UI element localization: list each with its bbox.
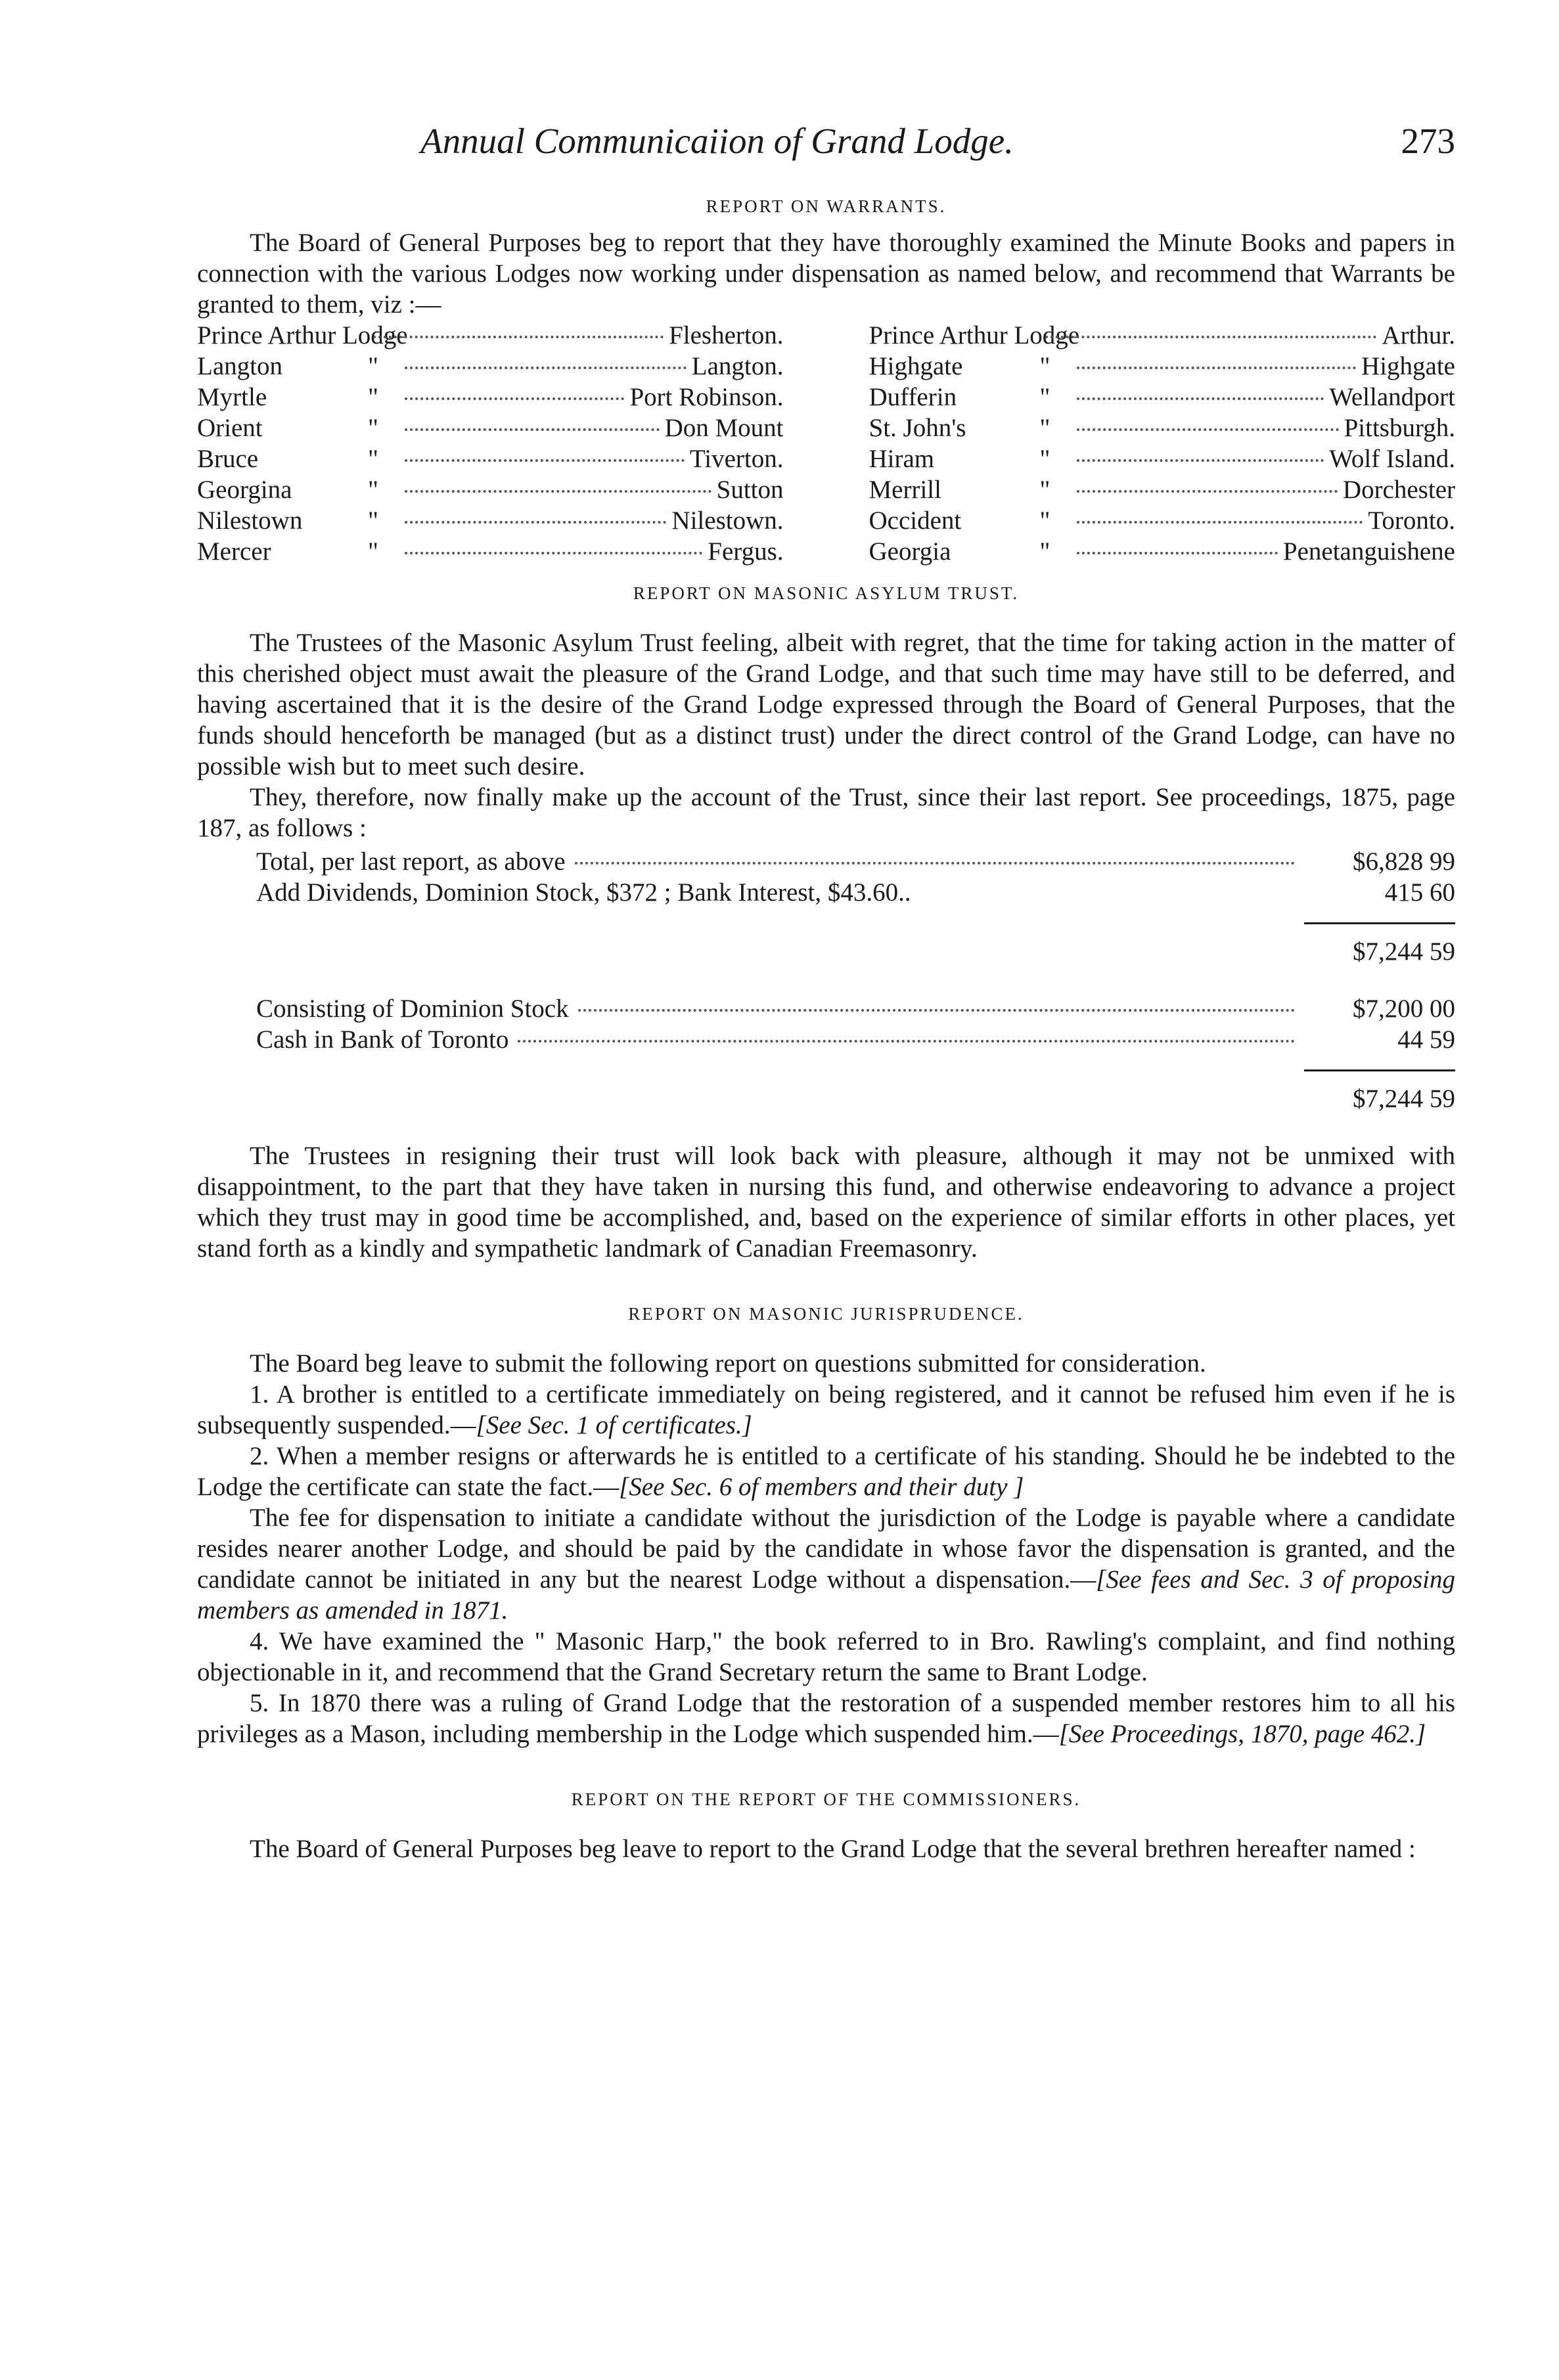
account-label: Add Dividends, Dominion Stock, $372 ; Bank Interest, $43.60.. xyxy=(256,878,911,907)
lodge-location: Fergus. xyxy=(708,537,784,566)
account-amount: 44 59 xyxy=(1397,1025,1455,1054)
page-number: 273 xyxy=(1401,121,1455,161)
leader-dots xyxy=(1077,397,1324,400)
lodge-row xyxy=(869,536,1456,567)
document-page xyxy=(197,118,1455,1864)
ditto-mark: " xyxy=(368,537,378,566)
lodge-name: Merrill xyxy=(869,476,941,504)
lodge-location: Wolf Island. xyxy=(1329,445,1455,473)
jurisprudence-item-5 xyxy=(197,1688,1455,1749)
leader-dots xyxy=(1045,336,1377,338)
lodge-name: Georgina xyxy=(197,476,292,504)
item-text: 1. A brother is entitled to a certificate immediately on being registered, and it cannot be refused him even if he is subsequently suspended.— xyxy=(197,1380,1455,1439)
ditto-mark: " xyxy=(368,506,378,535)
warrants-intro: The Board of General Purposes beg to report that they have thoroughly examined the Minute Books and papers in connection with the various Lodges now working under dispensation as named below, and recommend that Warrants be granted to them, viz :— xyxy=(197,229,1455,319)
lodge-name: Georgia xyxy=(869,537,951,566)
jurisprudence-item-2 xyxy=(197,1441,1455,1502)
leader-dots xyxy=(1077,552,1278,554)
account-label: Consisting of Dominion Stock xyxy=(256,995,569,1023)
lodge-row xyxy=(869,413,1456,443)
lodge-row xyxy=(869,474,1456,505)
leader-dots xyxy=(405,552,702,554)
ditto-mark: " xyxy=(368,352,378,380)
lodge-row xyxy=(197,413,784,443)
trust-account xyxy=(197,846,1455,1114)
sum-rule xyxy=(1304,922,1455,924)
lodge-name: Dufferin xyxy=(869,383,957,411)
lodge-name: St. John's xyxy=(869,414,966,442)
lodge-location: Sutton xyxy=(716,476,784,504)
leader-dots xyxy=(578,1009,1295,1012)
leader-dots xyxy=(405,459,685,462)
asylum-paragraph-1: The Trustees of the Masonic Asylum Trust feeling, albeit with regret, that the time for taking action in the matter of this cherished object must await the pleasure of the Grand Lodge, and that such time may have still to be deferred, and having ascertained that it is the desire of the Grand Lodge expressed through the Board of General Purposes, that the funds should henceforth be managed (but as a distinct trust) under the direct control of the Grand Lodge, can have no possible wish but to meet such desire. xyxy=(197,629,1455,780)
lodge-location: Dorchester xyxy=(1342,476,1455,504)
lodge-name: Highgate xyxy=(869,352,963,380)
item-text: The fee for dispensation to initiate a candidate without the jurisdiction of the Lodge is payable where a candidate resides nearer another Lodge, and should be paid by the candidate in whose favor the dispensation is granted, and the candidate cannot be initiated in any but the nearest Lodge without a dispensation.— xyxy=(197,1504,1455,1594)
lodge-name: Orient xyxy=(197,414,263,442)
lodge-row xyxy=(869,443,1456,474)
lodge-name: Myrtle xyxy=(197,383,267,411)
jurisprudence-intro: The Board beg leave to submit the following report on questions submitted for consideration. xyxy=(250,1349,1206,1378)
item-reference: [See Sec. 6 of members and their duty ] xyxy=(619,1473,1024,1501)
lodge-location: Toronto. xyxy=(1368,506,1455,535)
account-total xyxy=(256,1083,1455,1114)
leader-dots xyxy=(1077,521,1363,524)
leader-dots xyxy=(518,1040,1295,1043)
leader-dots xyxy=(405,490,712,493)
account-line xyxy=(256,1024,1455,1055)
lodge-column-left xyxy=(197,320,784,567)
lodge-location: Arthur. xyxy=(1382,321,1455,349)
leader-dots xyxy=(373,336,664,338)
ditto-mark: " xyxy=(368,414,378,442)
ditto-mark: " xyxy=(1039,506,1051,535)
account-label: Total, per last report, as above xyxy=(256,847,566,876)
lodge-row xyxy=(197,320,784,351)
lodge-name: Mercer xyxy=(197,537,271,566)
leader-dots xyxy=(575,862,1295,864)
lodge-row xyxy=(869,351,1456,382)
ditto-mark: " xyxy=(1039,476,1051,504)
lodge-column-right xyxy=(869,320,1456,567)
lodge-row xyxy=(197,474,784,505)
lodge-row xyxy=(869,505,1456,536)
lodge-name: Prince Arthur Lodge xyxy=(197,321,408,349)
sum-rule xyxy=(1304,1069,1455,1071)
account-amount: $7,200 00 xyxy=(1353,995,1455,1023)
account-amount: 415 60 xyxy=(1384,878,1455,907)
ditto-mark: " xyxy=(1039,383,1051,411)
commissioners-title: REPORT ON THE REPORT OF THE COMMISSIONERS. xyxy=(571,1789,1081,1809)
asylum-paragraph-3: The Trustees in resigning their trust will look back with pleasure, although it may not be unmixed with disappointment, to the part that they have taken in nursing this fund, and otherwise endeavoring to advance a project which they trust may in good time be accomplished, and, based on the experience of similar efforts in other places, yet stand forth as a kindly and sympathetic landmark of Canadian Freemasonry. xyxy=(197,1142,1455,1263)
leader-dots xyxy=(405,521,666,524)
ditto-mark: " xyxy=(368,476,378,504)
page-header xyxy=(197,118,1455,171)
leader-dots xyxy=(405,367,687,369)
lodge-location: Highgate xyxy=(1361,352,1455,380)
ditto-mark: " xyxy=(368,383,378,411)
lodge-location: Penetanguishene xyxy=(1282,537,1455,566)
total-amount: $7,244 59 xyxy=(1353,1085,1455,1113)
lodge-name: Prince Arthur Lodge xyxy=(869,321,1080,349)
leader-space xyxy=(920,893,1295,895)
lodge-row xyxy=(197,536,784,567)
lodge-row xyxy=(197,382,784,413)
account-line xyxy=(256,846,1455,877)
ditto-mark: " xyxy=(1039,352,1051,380)
lodge-location: Langton. xyxy=(691,352,784,380)
leader-dots xyxy=(1077,428,1339,431)
lodge-location: Tiverton. xyxy=(689,445,784,473)
jurisprudence-item-4: 4. We have examined the " Masonic Harp," the book referred to in Bro. Rawling's complaint, and find nothing objectionable in it, and recommend that the Grand Secretary return the same to Brant Lodge. xyxy=(197,1627,1455,1686)
lodge-table xyxy=(197,320,1455,567)
lodge-location: Pittsburgh. xyxy=(1344,414,1455,442)
account-subtotal xyxy=(256,936,1455,967)
lodge-location: Port Robinson. xyxy=(629,383,784,411)
subtotal-amount: $7,244 59 xyxy=(1353,937,1455,966)
jurisprudence-item-3 xyxy=(197,1502,1455,1626)
warrants-title: REPORT ON WARRANTS. xyxy=(706,196,947,216)
item-reference: [See Proceedings, 1870, page 462.] xyxy=(1058,1720,1426,1748)
leader-dots xyxy=(1077,459,1324,462)
lodge-name: Bruce xyxy=(197,445,259,473)
lodge-row xyxy=(197,443,784,474)
account-amount: $6,828 99 xyxy=(1353,847,1455,876)
ditto-mark: " xyxy=(368,445,378,473)
account-line xyxy=(256,993,1455,1024)
leader-dots xyxy=(1077,490,1338,493)
account-line xyxy=(256,877,1455,908)
asylum-title: REPORT ON MASONIC ASYLUM TRUST. xyxy=(633,583,1020,603)
lodge-row xyxy=(869,382,1456,413)
commissioners-intro: The Board of General Purposes beg leave to report to the Grand Lodge that the several brethren hereafter named : xyxy=(250,1835,1416,1863)
lodge-name: Hiram xyxy=(869,445,935,473)
lodge-name: Nilestown xyxy=(197,506,303,535)
lodge-row xyxy=(197,505,784,536)
lodge-location: Flesherton. xyxy=(669,321,784,349)
leader-dots xyxy=(1077,367,1357,369)
item-text: 2. When a member resigns or afterwards he is entitled to a certificate of his standing. Should he be indebted to the Lodge the certificate can state the fact.— xyxy=(197,1442,1455,1501)
jurisprudence-item-1 xyxy=(197,1379,1455,1441)
jurisprudence-title: REPORT ON MASONIC JURISPRUDENCE. xyxy=(628,1304,1024,1324)
leader-dots xyxy=(405,428,660,431)
lodge-row xyxy=(197,351,784,382)
running-title: Annual Communicaiion of Grand Lodge. xyxy=(420,121,1014,161)
lodge-name: Occident xyxy=(869,506,962,535)
lodge-location: Don Mount xyxy=(664,414,784,442)
account-label: Cash in Bank of Toronto xyxy=(256,1025,509,1054)
lodge-row xyxy=(869,320,1456,351)
item-reference: [See fees and Sec. 3 of proposing members as amended in 1871. xyxy=(197,1565,1455,1625)
ditto-mark: " xyxy=(1039,445,1051,473)
ditto-mark: " xyxy=(1039,537,1051,566)
lodge-location: Wellandport xyxy=(1329,383,1455,411)
lodge-location: Nilestown. xyxy=(671,506,784,535)
asylum-paragraph-2: They, therefore, now finally make up the account of the Trust, since their last report. See proceedings, 1875, page 187, as follows : xyxy=(197,783,1455,842)
ditto-mark: " xyxy=(1039,414,1051,442)
item-text: 5. In 1870 there was a ruling of Grand Lodge that the restoration of a suspended member restores him to all his privileges as a Mason, including membership in the Lodge which suspended him.— xyxy=(197,1689,1455,1748)
item-reference: [See Sec. 1 of certificates.] xyxy=(476,1411,752,1439)
lodge-name: Langton xyxy=(197,352,282,380)
leader-dots xyxy=(405,397,624,400)
